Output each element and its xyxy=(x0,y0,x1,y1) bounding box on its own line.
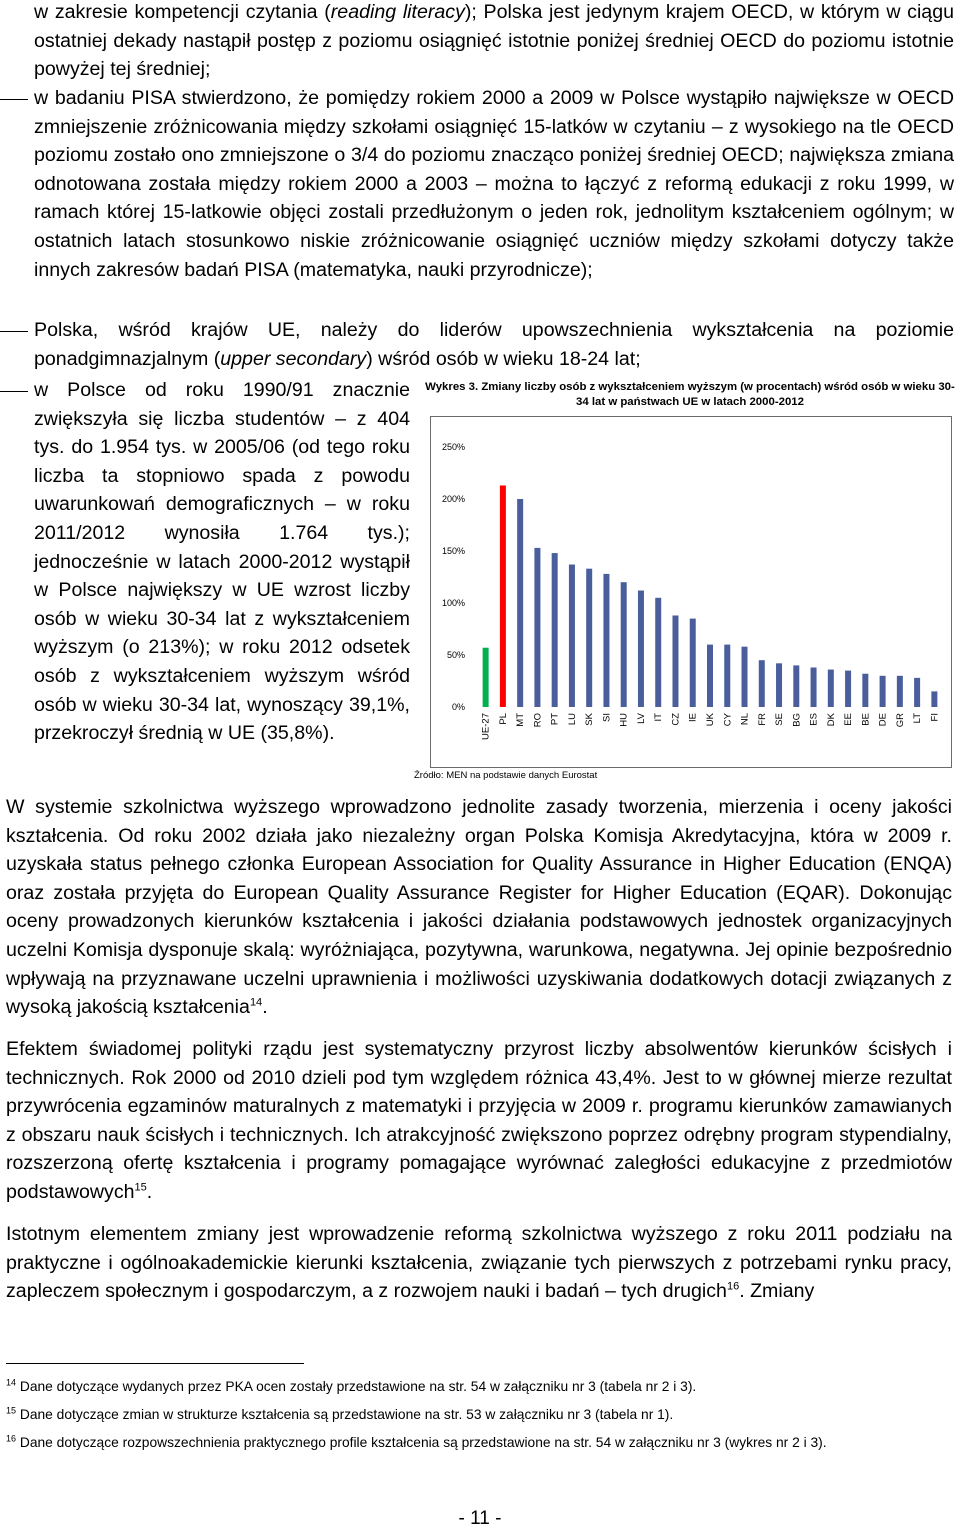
x-tick-label: IT xyxy=(653,713,665,722)
bar-dk xyxy=(828,670,834,707)
bar-se xyxy=(776,663,782,707)
bar-ee xyxy=(845,671,851,707)
paragraph-reform-text: Istotnym elementem zmiany jest wprowadzenie reformą szkolnictwa wyższego z roku 2011 podziału na praktyczne i ogólnoakademickie kierunki kształcenia, związanie tych pierwszych z potrzebami rynku pracy, zapleczem społecznym i gospodarczym, a z rozwojem nauki i badań – tych drugich xyxy=(6,1223,952,1303)
footnote-14 xyxy=(6,1378,952,1396)
footnote-ref-14[interactable]: 14 xyxy=(249,996,263,1009)
x-tick-label: EE xyxy=(843,713,855,726)
footnote-16 xyxy=(6,1434,952,1452)
bar-fi xyxy=(931,691,937,707)
paragraph-reform-end: . Zmiany xyxy=(739,1280,815,1303)
x-tick-label: SE xyxy=(774,713,786,726)
bar-bg xyxy=(793,665,799,707)
x-tick-label: LT xyxy=(912,713,924,724)
footnote-text: Dane dotyczące rozpowszechnienia praktycznego profile kształcenia są przedstawione na str. 54 w załączniku nr 3 (wykres nr 2 i 3). xyxy=(19,1435,827,1450)
dash-bullet-icon xyxy=(0,331,28,332)
y-tick-label: 0% xyxy=(451,702,465,712)
x-tick-label: BE xyxy=(860,713,872,726)
y-tick-label: 100% xyxy=(441,598,465,608)
bar-chart xyxy=(431,417,951,767)
bar-gr xyxy=(897,676,903,707)
paragraph-graduates-text: Efektem świadomej polityki rządu jest systematyczny przyrost liczby absolwentów kierunków ścisłych i technicznych. Rok 2000 od 2010 dzieli pod tym względem różnica 43,4%. Jest to w głównej mierze rezultat przywrócenia egzaminów maturalnych z matematyki i przyjęcia w 2009 r. programu kierunków zamawianych z obszaru nauk ścisłych i technicznych. Ich atrakcyjność zwiększono poprzez odrębny program stypendialny, rozszerzoną ofertę kształcenia i programy pomagające wyrównać zaległości edukacyjne z przedmiotów podstawowych xyxy=(6,1038,952,1203)
chart-title xyxy=(420,380,960,410)
page-number: - 11 - xyxy=(458,1508,502,1529)
x-tick-label: UK xyxy=(705,713,716,727)
y-tick-label: 150% xyxy=(441,546,465,556)
x-tick-label: IE xyxy=(687,713,699,722)
bar-ro xyxy=(534,548,540,707)
x-tick-label: DE xyxy=(877,713,889,727)
footnote-15 xyxy=(6,1406,952,1424)
bar-cz xyxy=(672,615,678,707)
chart-figure xyxy=(414,380,960,785)
paragraph-quality-end: . xyxy=(262,996,268,1019)
bar-lv xyxy=(638,591,644,707)
x-tick-label: RO xyxy=(532,713,544,728)
x-tick-label: LU xyxy=(566,713,578,726)
bar-pt xyxy=(552,553,558,707)
x-tick-label: FI xyxy=(929,713,941,722)
bar-nl xyxy=(742,647,748,707)
bar-pl xyxy=(500,485,506,707)
chart-source: Źródło: MEN na podstawie danych Eurostat xyxy=(414,770,598,781)
x-tick-label: HU xyxy=(618,713,630,727)
bullet-pisa-text: w badaniu PISA stwierdzono, że pomiędzy rokiem 2000 a 2009 w Polsce wystąpiło największe w OECD zmniejszenie zróżnicowania między szkołami osiągnięć 15-latków w czytaniu – z wysokiego na tle OECD poziomu zostało ono zmniejszone o 3/4 do poziomu znacząco poniżej średniej OECD; największa zmiana odnotowana została między rokiem 2000 a 2003 – można to łączyć z reformą edukacji z roku 1999, w ramach której 15-latkowie objęci zostali przedłużonym o jeden rok, jednolitym kształceniem ogólnym; w ostatnich latach stosunkowo niskie zróżnicowanie osiągnięć uczniów między szkołami dotyczy także innych zakresów badań PISA (matematyka, nauki przyrodnicze); xyxy=(34,87,954,281)
intro-text-rest: ); Polska jest jedynym krajem OECD, w którym w ciągu ostatniej dekady nastąpił postęp z poziomu osiągnięć istotnie poniżej średniej OECD do poziomu istotnie powyżej tej średniej; xyxy=(34,1,954,81)
x-tick-label: DK xyxy=(825,713,837,727)
x-tick-label: LV xyxy=(635,713,647,724)
bar-hu xyxy=(621,582,627,707)
paragraph-graduates xyxy=(6,1035,952,1207)
chart-title-text: Zmiany liczby osób z wykształceniem wyższym (w procentach) wśród osób w wieku 30-34 lat w państwach UE w latach 2000-2012 xyxy=(481,381,955,408)
intro-text xyxy=(34,0,954,84)
bar-de xyxy=(880,676,886,707)
bar-uk xyxy=(707,645,713,707)
bar-fr xyxy=(759,660,765,707)
x-tick-label: GR xyxy=(894,713,906,728)
footnote-ref-16[interactable]: 16 xyxy=(726,1280,740,1293)
paragraph-quality-text: W systemie szkolnictwa wyższego wprowadzono jednolite zasady tworzenia, mierzenia i oceny jakości kształcenia. Od roku 2002 działa jako niezależny organ Polska Komisja Akredytacyjna, która w 2009 r. uzyskała status pełnego członka European Association for Quality Assurance in Higher Education (ENQA) oraz została przyjęta do European Quality Assurance Register for Higher Education (EQAR). Dokonując oceny prowadzonych kierunków kształcenia i jakości działania podstawowych jednostek organizacyjnych uczelni Komisja dysponuje skalą: wyróżniająca, pozytywna, warunkowa, negatywna. Jej opinie bezpośrednio wpływają na przyznawane uczelni uprawnienia i możliwości uzyskiwania dodatkowych dotacji związanych z wysoką jakością kształcenia xyxy=(6,796,952,1019)
x-tick-label: MT xyxy=(515,713,527,727)
x-tick-label: BG xyxy=(791,713,803,727)
footnote-ref-15[interactable]: 15 xyxy=(134,1181,147,1194)
bullet-upper-secondary-text: Polska, wśród krajów UE, należy do liderów upowszechnienia wykształcenia na poziomie ponadgimnazjalnym ( xyxy=(34,319,954,370)
y-tick-label: 200% xyxy=(441,494,465,504)
x-tick-label: SK xyxy=(584,713,596,726)
bar-cy xyxy=(724,645,730,707)
y-tick-label: 250% xyxy=(441,442,465,452)
intro-text-emphasis: reading literacy xyxy=(330,1,465,23)
bar-it xyxy=(655,598,661,707)
bullet-students-text: w Polsce od roku 1990/91 znacznie zwiększyła się liczba studentów – z 404 tys. do 1.954 tys. w 2005/06 (od tego roku liczba ta stopniowo spada z powodu uwarunkowań demograficznych – w roku 2011/2012 wynosiła 1.764 tys.); jednocześnie w latach 2000-2012 wystąpił w Polsce największy w UE wzrost liczby osób w wieku 30-34 lat z wykształceniem wyższym (o 213%); w roku 2012 odsetek osób z wykształceniem wyższym wśród osób w wieku 30-34 lat, wynoszący 39,1%, przekroczył średnią w UE (35,8%). xyxy=(34,379,410,745)
bar-si xyxy=(603,574,609,707)
footnote-text: Dane dotyczące zmian w strukturze kształcenia są przedstawione na str. 53 w załączniku nr 3 (tabela nr 1). xyxy=(19,1407,674,1422)
bar-ue-27 xyxy=(483,648,489,707)
paragraph-graduates-end: . xyxy=(146,1180,153,1203)
bullet-students xyxy=(34,376,410,748)
paragraph-reform xyxy=(6,1220,952,1306)
x-tick-label: NL xyxy=(739,713,751,726)
bar-ie xyxy=(690,619,696,707)
x-tick-label: UE-27 xyxy=(480,713,492,740)
footnote-number: 16 xyxy=(6,1433,17,1444)
x-tick-label: CZ xyxy=(670,713,682,726)
intro-text-start: w zakresie kompetencji czytania ( xyxy=(34,1,331,23)
dash-bullet-icon xyxy=(0,99,28,100)
x-tick-label: SI xyxy=(601,713,613,722)
paragraph-quality xyxy=(6,793,952,1022)
footnote-number: 14 xyxy=(6,1377,17,1388)
x-tick-label: PL xyxy=(497,713,509,725)
x-tick-label: PT xyxy=(549,713,561,726)
bar-sk xyxy=(586,569,592,707)
x-tick-label: FR xyxy=(756,713,768,726)
bar-lt xyxy=(914,678,920,707)
bullet-upper-secondary xyxy=(34,316,954,373)
bullet-upper-secondary-emphasis: upper secondary xyxy=(220,347,367,370)
footnote-number: 15 xyxy=(6,1405,17,1416)
footnote-text: Dane dotyczące wydanych przez PKA ocen zostały przedstawione na str. 54 w załączniku nr 3 (tabela nr 2 i 3). xyxy=(19,1379,697,1394)
dash-bullet-icon xyxy=(0,391,28,392)
bullet-pisa xyxy=(34,84,954,284)
chart-frame xyxy=(430,416,952,768)
y-tick-label: 50% xyxy=(446,650,465,660)
bar-mt xyxy=(517,499,523,707)
chart-label: Wykres 3. xyxy=(425,381,479,393)
x-tick-label: ES xyxy=(808,713,820,726)
bullet-upper-secondary-end: ) wśród osób w wieku 18-24 lat; xyxy=(366,347,641,370)
bar-be xyxy=(862,674,868,707)
bar-es xyxy=(811,667,817,707)
bar-lu xyxy=(569,565,575,707)
x-tick-label: CY xyxy=(722,713,734,727)
footnote-separator xyxy=(6,1363,304,1364)
